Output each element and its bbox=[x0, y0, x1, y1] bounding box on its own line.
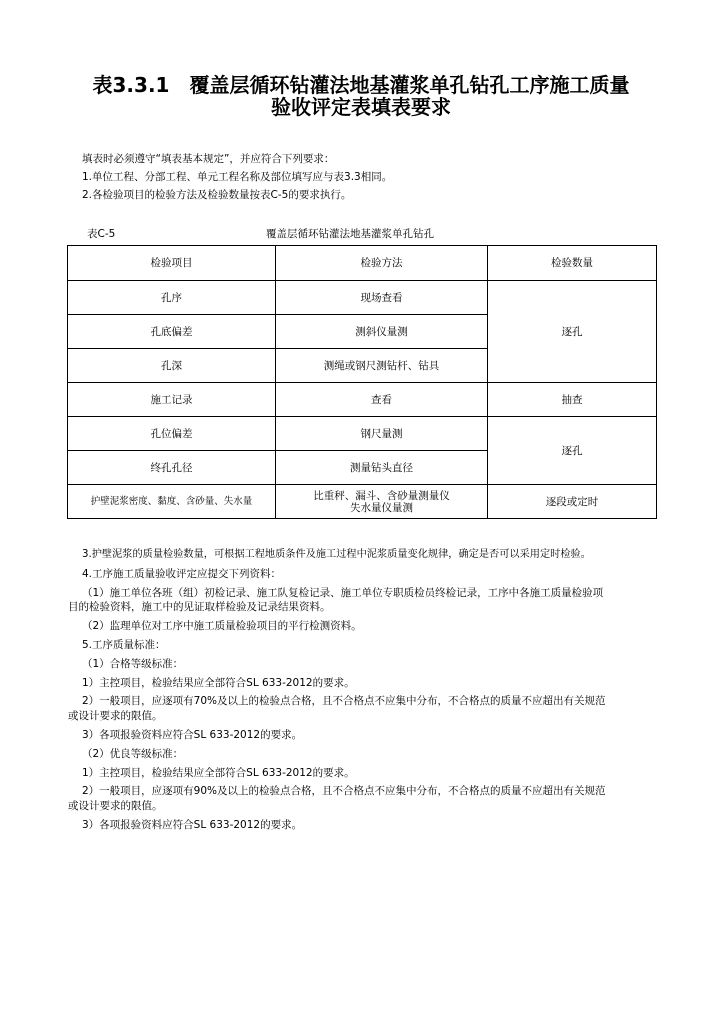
table-header-row bbox=[68, 246, 657, 281]
row-method: 查看 bbox=[276, 383, 488, 417]
note-5-1-c: 3）各项报验资料应符合SL 633-2012的要求。 bbox=[82, 728, 303, 741]
row-method-line-2: 失水量仪量测 bbox=[350, 501, 413, 514]
note-5-2-a: 1）主控项目，检验结果应全部符合SL 633-2012的要求。 bbox=[82, 766, 355, 779]
table-row bbox=[68, 281, 657, 315]
intro-line-1: 填表时必须遵守“填表基本规定”，并应符合下列要求： bbox=[82, 153, 335, 165]
row-item: 孔深 bbox=[68, 349, 276, 383]
note-4-1-cont: 目的检验资料，施工中的见证取样检验及记录结果资料。 bbox=[68, 601, 331, 614]
row-quantity: 逐段或定时 bbox=[488, 485, 657, 519]
note-4: 4.工序施工质量验收评定应提交下列资料： bbox=[82, 567, 282, 580]
table-row bbox=[68, 485, 657, 519]
document-title-line-2: 验收评定表填表要求 bbox=[271, 95, 451, 119]
note-5-1-b: 2）一般项目，应逐项有70%及以上的检验点合格，且不合格点不应集中分布，不合格点的质量不应超出有关规范 bbox=[82, 695, 606, 708]
note-5: 5.工序质量标准： bbox=[82, 638, 166, 651]
table-label: 表C-5 bbox=[87, 228, 116, 240]
table-title: 覆盖层循环钻灌法地基灌浆单孔钻孔 bbox=[266, 228, 434, 240]
note-5-2-c: 3）各项报验资料应符合SL 633-2012的要求。 bbox=[82, 818, 303, 831]
row-method: 测绳或钢尺测钻杆、钻具 bbox=[276, 349, 488, 383]
note-5-2: （2）优良等级标准： bbox=[82, 747, 184, 760]
row-item: 孔序 bbox=[68, 281, 276, 315]
row-method: 测量钻头直径 bbox=[276, 451, 488, 485]
header-method: 检验方法 bbox=[276, 246, 488, 281]
row-item: 孔底偏差 bbox=[68, 315, 276, 349]
row-item: 护壁泥浆密度、黏度、含砂量、失水量 bbox=[68, 485, 276, 519]
note-5-1-b-cont: 或设计要求的限值。 bbox=[68, 710, 163, 723]
row-quantity: 逐孔 bbox=[488, 281, 657, 383]
inspection-table bbox=[67, 245, 657, 519]
header-quantity: 检验数量 bbox=[488, 246, 657, 281]
row-method: 测斜仪量测 bbox=[276, 315, 488, 349]
note-5-2-b: 2）一般项目，应逐项有90%及以上的检验点合格，且不合格点不应集中分布，不合格点的质量不应超出有关规范 bbox=[82, 785, 606, 798]
row-item: 施工记录 bbox=[68, 383, 276, 417]
table-row bbox=[68, 383, 657, 417]
row-item: 孔位偏差 bbox=[68, 417, 276, 451]
document-title-line-1: 表3.3.1 覆盖层循环钻灌法地基灌浆单孔钻孔工序施工质量 bbox=[92, 73, 630, 97]
intro-line-2: 1.单位工程、分部工程、单元工程名称及部位填写应与表3.3相同。 bbox=[82, 171, 393, 183]
row-method: 钢尺量测 bbox=[276, 417, 488, 451]
row-method-line-1: 比重秤、漏斗、含砂量测量仪 bbox=[313, 489, 450, 502]
notes-section bbox=[68, 548, 658, 837]
row-method: 现场查看 bbox=[276, 281, 488, 315]
header-item: 检验项目 bbox=[68, 246, 276, 281]
row-item: 终孔孔径 bbox=[68, 451, 276, 485]
row-quantity: 逐孔 bbox=[488, 417, 657, 485]
row-method bbox=[276, 485, 488, 519]
note-3: 3.护壁泥浆的质量检验数量，可根据工程地质条件及施工过程中泥浆质量变化规律，确定是否可以采用定时检验。 bbox=[82, 549, 591, 560]
note-5-1: （1）合格等级标准： bbox=[82, 657, 184, 670]
note-5-1-a: 1）主控项目，检验结果应全部符合SL 633-2012的要求。 bbox=[82, 676, 355, 689]
intro-line-3: 2.各检验项目的检验方法及检验数量按表C-5的要求执行。 bbox=[82, 189, 352, 201]
note-4-1: （1）施工单位各班（组）初检记录、施工队复检记录、施工单位专职质检员终检记录，工序中各施工质量检验项 bbox=[82, 586, 604, 599]
table-row bbox=[68, 417, 657, 451]
row-quantity: 抽查 bbox=[488, 383, 657, 417]
note-4-2: （2）监理单位对工序中施工质量检验项目的平行检测资料。 bbox=[82, 620, 362, 633]
note-5-2-b-cont: 或设计要求的限值。 bbox=[68, 800, 163, 813]
